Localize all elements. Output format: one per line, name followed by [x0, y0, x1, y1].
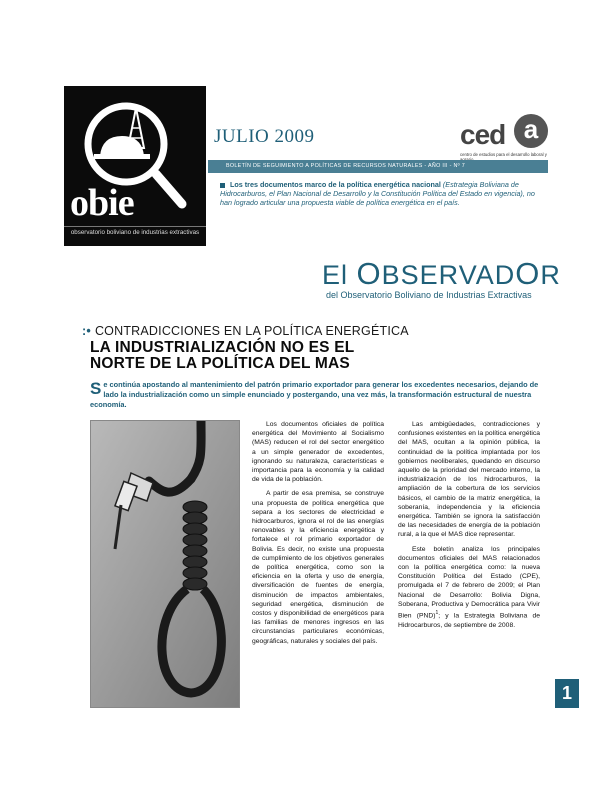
ceda-wordmark: ced: [460, 119, 506, 150]
noose-fuel-nozzle-illustration: [90, 420, 240, 708]
article-lead: [90, 380, 540, 410]
title-el: El: [322, 260, 349, 290]
ceda-logo: [456, 114, 556, 166]
summary-bold: Los tres documentos marco de la política energética nacional: [230, 180, 441, 189]
newsletter-title: [322, 256, 561, 292]
page-number: 1: [555, 679, 579, 708]
title-o2: O: [515, 256, 541, 291]
summary-italic: (Estrategia Boliviana de Hidrocarburos, el Plan Nacional de Desarrollo y la Constitución Política del Estado en vigencia), no han logrado articular una propuesta viable de política energética en el país.: [220, 180, 535, 207]
headline-line-2: NORTE DE LA POLÍTICA DEL MAS: [90, 355, 350, 372]
headline-line-1: LA INDUSTRIALIZACIÓN NO ES EL: [90, 339, 355, 356]
obie-subtitle: observatorio boliviano de industrias extractivas: [64, 226, 206, 236]
article-column-1: [252, 420, 384, 651]
footnote-marker: 1: [435, 610, 439, 617]
lead-dropcap: S: [90, 379, 102, 398]
noose-icon: [91, 421, 240, 708]
ceda-subtitle: centro de estudios para el desarrollo laboral y: [460, 152, 547, 157]
summary-box: [220, 180, 538, 207]
bullet-square-icon: [220, 183, 225, 188]
lead-text: e continúa apostando al mantenimiento del patrón primario exportador para generar los excedentes necesarios, dejando de lado la industrialización como un simple enunciado y postergando, una vez más, la transformación estructural de nuestra economía.: [90, 380, 539, 409]
col2-paragraph-2-end: ; y la Estrategia Boliviana de Hidrocarburos, de septiembre de 2008.: [398, 612, 540, 629]
ceda-circle-letter: a: [514, 114, 548, 148]
title-r: R: [540, 260, 561, 290]
bulletin-bar: BOLETÍN DE SEGUIMIENTO A POLÍTICAS DE RECURSOS NATURALES - AÑO III - Nº 7: [208, 160, 548, 173]
col1-paragraph-2: A partir de esa premisa, se construye una propuesta de política energética que separa a los sectores de electricidad e hidrocarburos, ignora el rol de las energías renovables y la eficiencia energética y fortalece el rol primario exportador de Bolivia. Es decir, no existe una propuesta de cumplimiento de los objetivos generales de política energética, como son la eficiencia en la oferta y uso de energía, diversificación de fuentes de energía, disminución de impactos ambientales, seguridad energética, disminución de costos y disponibilidad de energéticos para las familias de menores ingresos en las circunstancias particulares económicas, geográficas, naturales y sociales del país.: [252, 490, 384, 645]
col1-paragraph-1: Los documentos oficiales de política energética del Movimiento al Socialismo (MAS) reducen el rol del sector energético a un simple generador de excedentes, ignorando su naturaleza, características e importancia para la economía y la calidad de vida de la población.: [252, 421, 384, 484]
obie-logo: [64, 86, 206, 246]
kicker-dots-icon: :•: [82, 324, 91, 338]
newsletter-subtitle: del Observatorio Boliviano de Industrias Extractivas: [326, 290, 532, 300]
kicker-text: CONTRADICCIONES EN LA POLÍTICA ENERGÉTICA: [94, 324, 409, 338]
col2-paragraph-2: [398, 545, 540, 630]
article-headline: [90, 340, 450, 372]
col2-paragraph-2-text: Este boletín analiza los principales documentos oficiales del MAS relacionados con la política energética como: la nueva Constitución Política del Estado (CPE), promulgada el 7 de febrero de 2009; el Plan Nacional de Desarrollo: Bolivia Digna, Soberana, Productiva y Democrática para Vivir Bien (PND): [398, 545, 540, 620]
issue-date: JULIO 2009: [214, 126, 315, 147]
col2-paragraph-1: Las ambigüedades, contradicciones y confusiones existentes en la política energética del MAS, ocultan a la opinión pública, la continuidad de la política implantada por los gobiernos neoliberales, quedando en discurso aquello de la prioridad del mercado interno, la industrialización de los hidrocarburos, la ampliación de la cobertura de los servicios básicos, el cambio de la matriz energética, la soberanía, independencia y la eficiencia energética. También se ignora la satisfacción de las necesidades de energía de la población rural, a la que el MAS dice representar.: [398, 421, 540, 539]
title-rest: BSERVAD: [381, 260, 516, 290]
title-o: O: [356, 256, 382, 291]
article-column-2: [398, 420, 540, 635]
article-kicker: [82, 324, 409, 338]
obie-wordmark: obie: [70, 182, 134, 224]
